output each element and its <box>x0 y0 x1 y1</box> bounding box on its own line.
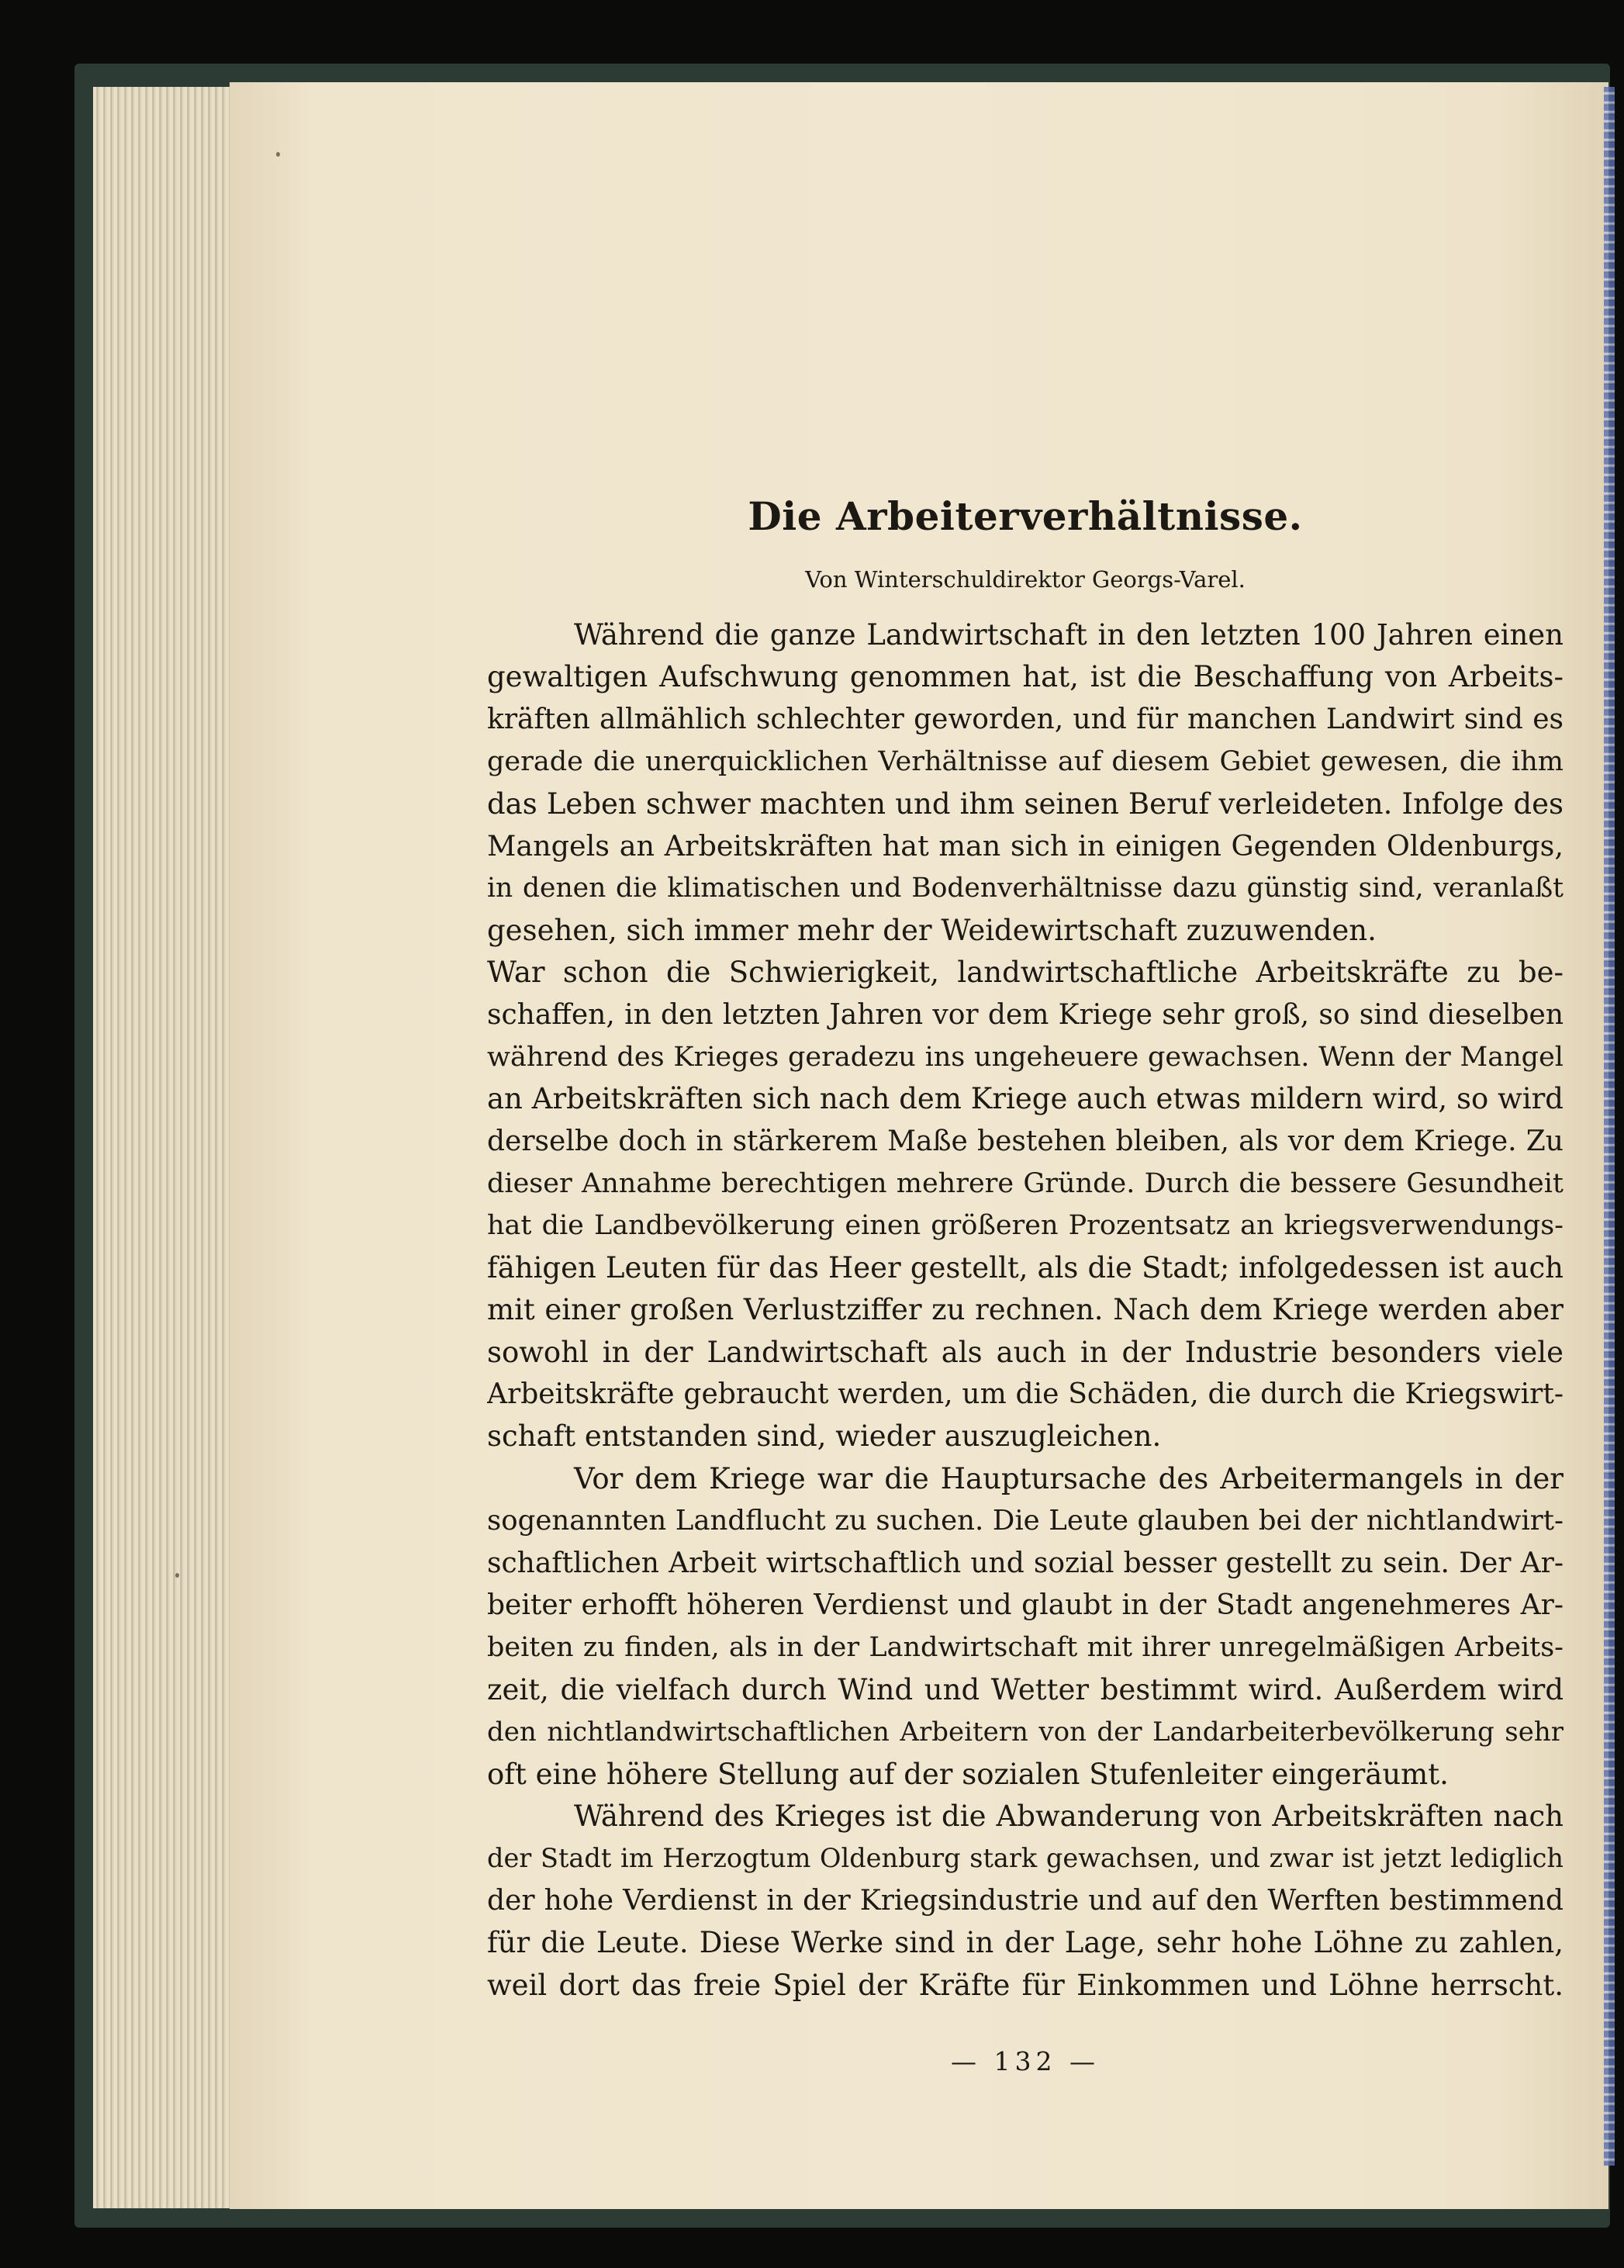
text-line: der hohe Verdienst in der Kriegsindustrie und auf den Werften bestimmend <box>487 1884 1564 1917</box>
text-line: Während die ganze Landwirtschaft in den letzten 100 Jahren einen <box>574 618 1564 652</box>
text-line: Vor dem Kriege war die Hauptursache des Arbeitermangels in der <box>574 1461 1564 1495</box>
text-line: für die Leute. Diese Werke sind in der Lage, sehr hohe Löhne zu zahlen, <box>487 1926 1564 1960</box>
text-line: zeit, die vielfach durch Wind und Wetter bestimmt wird. Außerdem wird <box>487 1672 1564 1706</box>
text-line: gewaltigen Aufschwung genommen hat, ist die Beschaffung von Arbeits- <box>487 660 1564 694</box>
text-line: kräften allmählich schlechter geworden, und für manchen Landwirt sind es <box>487 703 1564 735</box>
text-line: während des Krieges geradezu ins ungeheuere gewachsen. Wenn der Mangel <box>487 1041 1564 1073</box>
text-line: das Leben schwer machten und ihm seinen Beruf verleideten. Infolge des <box>487 787 1564 821</box>
text-line: sowohl in der Landwirtschaft als auch in der Industrie besonders viele <box>487 1335 1564 1369</box>
right-cover-edge <box>1604 87 1615 2166</box>
text-line: Während des Krieges ist die Abwanderung von Arbeitskräften nach <box>574 1799 1564 1833</box>
text-line: schaftlichen Arbeit wirtschaftlich und sozial besser gestellt zu sein. Der Ar- <box>487 1547 1564 1579</box>
text-line: gerade die unerquicklichen Verhältnisse auf diesem Gebiet gewesen, die ihm <box>487 746 1564 778</box>
text-line: mit einer großen Verlustziffer zu rechnen. Nach dem Kriege werden aber <box>487 1293 1564 1327</box>
author-byline: Von Winterschuldirektor Georgs-Varel. <box>805 566 1246 593</box>
paper-fleck <box>276 152 280 157</box>
chapter-title: Die Arbeiterverhältnisse. <box>748 493 1303 539</box>
text-line: dieser Annahme berechtigen mehrere Gründe. Durch die bessere Gesundheit <box>487 1168 1564 1200</box>
text-line: Mangels an Arbeitskräften hat man sich in einigen Gegenden Oldenburgs, <box>487 828 1564 863</box>
text-line: oft eine höhere Stellung auf der sozialen Stufenleiter eingeräumt. <box>487 1757 1449 1791</box>
text-line: Arbeitskräfte gebraucht werden, um die Schäden, die durch die Kriegswirt- <box>487 1378 1564 1411</box>
text-line: den nichtlandwirtschaftlichen Arbeitern von der Landarbeiterbevölkerung sehr <box>487 1717 1564 1748</box>
text-line: beiter erhofft höheren Verdienst und glaubt in der Stadt angenehmeres Ar- <box>487 1589 1564 1621</box>
text-line: beiten zu finden, als in der Landwirtschaft mit ihrer unregelmäßigen Arbeits- <box>487 1632 1564 1664</box>
text-line: schaffen, in den letzten Jahren vor dem Kriege sehr groß, so sind dieselben <box>487 998 1564 1031</box>
page-edges <box>93 87 237 2208</box>
text-line: derselbe doch in stärkerem Maße bestehen bleiben, als vor dem Kriege. Zu <box>487 1125 1564 1157</box>
text-line: fähigen Leuten für das Heer gestellt, als die Stadt; infolgedessen ist auch <box>487 1250 1564 1284</box>
body-text <box>487 614 1564 2007</box>
text-line: der Stadt im Herzogtum Oldenburg stark gewachsen, und zwar ist jetzt lediglich <box>487 1843 1564 1874</box>
text-line: sogenannten Landflucht zu suchen. Die Leute glauben bei der nichtlandwirt- <box>487 1505 1564 1537</box>
text-line: hat die Landbevölkerung einen größeren Prozentsatz an kriegsverwendungs- <box>487 1210 1564 1242</box>
text-line: schaft entstanden sind, wieder auszugleichen. <box>487 1419 1162 1454</box>
page-number: — 132 — <box>951 2046 1100 2076</box>
text-line: an Arbeitskräften sich nach dem Kriege auch etwas mildern wird, so wird <box>487 1082 1564 1116</box>
paper-fleck <box>175 1573 179 1578</box>
text-line: gesehen, sich immer mehr der Weidewirtschaft zuzuwenden. <box>487 913 1377 947</box>
text-line: weil dort das freie Spiel der Kräfte für Einkommen und Löhne herrscht. <box>487 1968 1564 2002</box>
text-line: in denen die klimatischen und Bodenverhältnisse dazu günstig sind, veranlaßt <box>487 873 1564 904</box>
text-line: War schon die Schwierigkeit, landwirtschaftliche Arbeitskräfte zu be- <box>487 956 1564 990</box>
